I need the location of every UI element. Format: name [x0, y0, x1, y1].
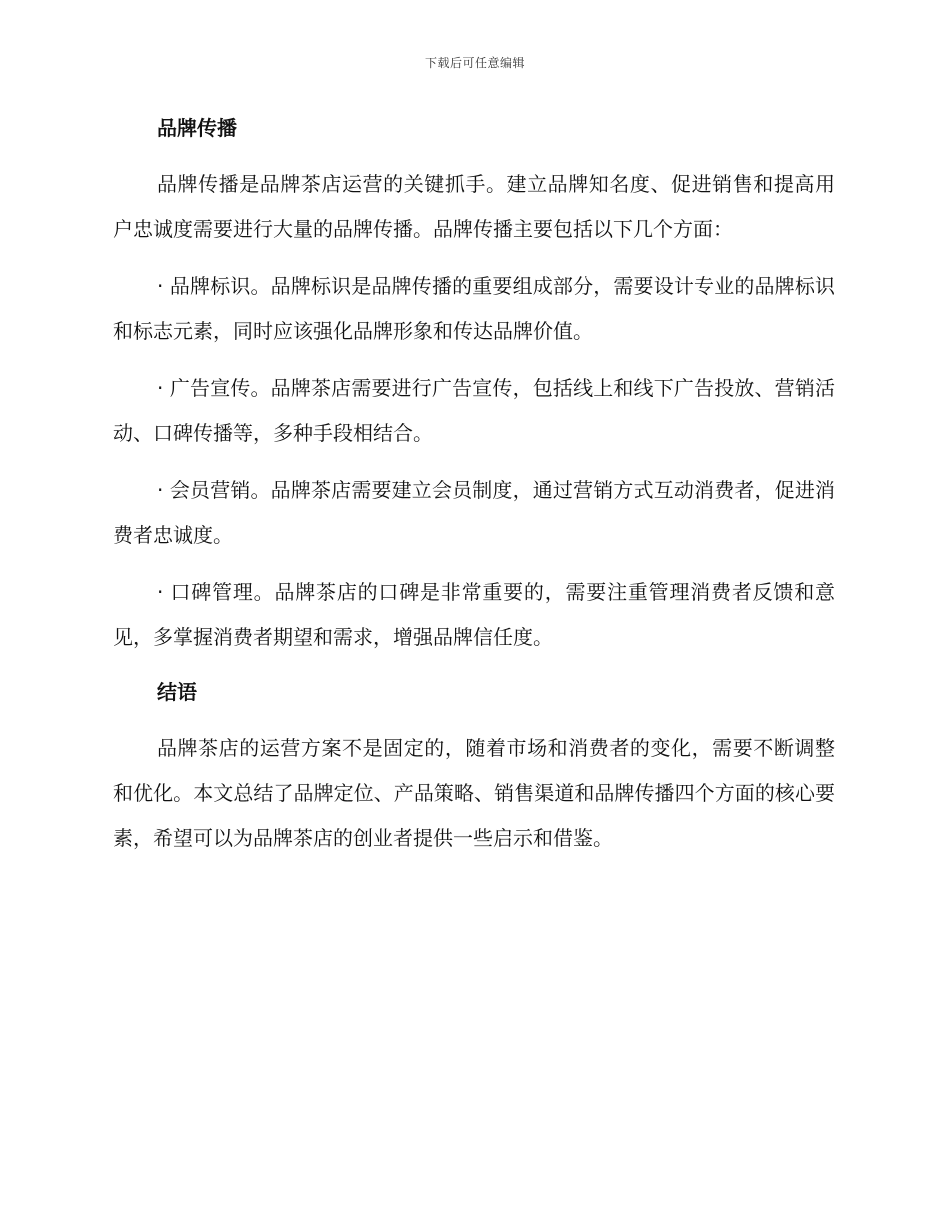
section-title-brand-communication: 品牌传播 — [157, 116, 237, 140]
paragraph-brand-identity: · 品牌标识。品牌标识是品牌传播的重要组成部分，需要设计专业的品牌标识和标志元素，同时应该强化品牌形象和传达品牌价值。 — [113, 274, 835, 343]
section-title-conclusion: 结语 — [157, 680, 197, 704]
paragraph-reputation-management: · 口碑管理。品牌茶店的口碑是非常重要的，需要注重管理消费者反馈和意见，多掌握消费者期望和需求，增强品牌信任度。 — [113, 580, 835, 649]
paragraph-membership-marketing: · 会员营销。品牌茶店需要建立会员制度，通过营销方式互动消费者，促进消费者忠诚度。 — [113, 478, 835, 547]
header-note: 下载后可任意编辑 — [424, 56, 525, 70]
paragraph-intro: 品牌传播是品牌茶店运营的关键抓手。建立品牌知名度、促进销售和提高用户忠诚度需要进行大量的品牌传播。品牌传播主要包括以下几个方面： — [113, 172, 835, 241]
document-body — [113, 108, 835, 861]
paragraph-conclusion: 品牌茶店的运营方案不是固定的，随着市场和消费者的变化，需要不断调整和优化。本文总结了品牌定位、产品策略、销售渠道和品牌传播四个方面的核心要素，希望可以为品牌茶店的创业者提供一些启示和借鉴。 — [113, 736, 835, 850]
paragraph-advertising: · 广告宣传。品牌茶店需要进行广告宣传，包括线上和线下广告投放、营销活动、口碑传播等，多种手段相结合。 — [113, 376, 835, 445]
